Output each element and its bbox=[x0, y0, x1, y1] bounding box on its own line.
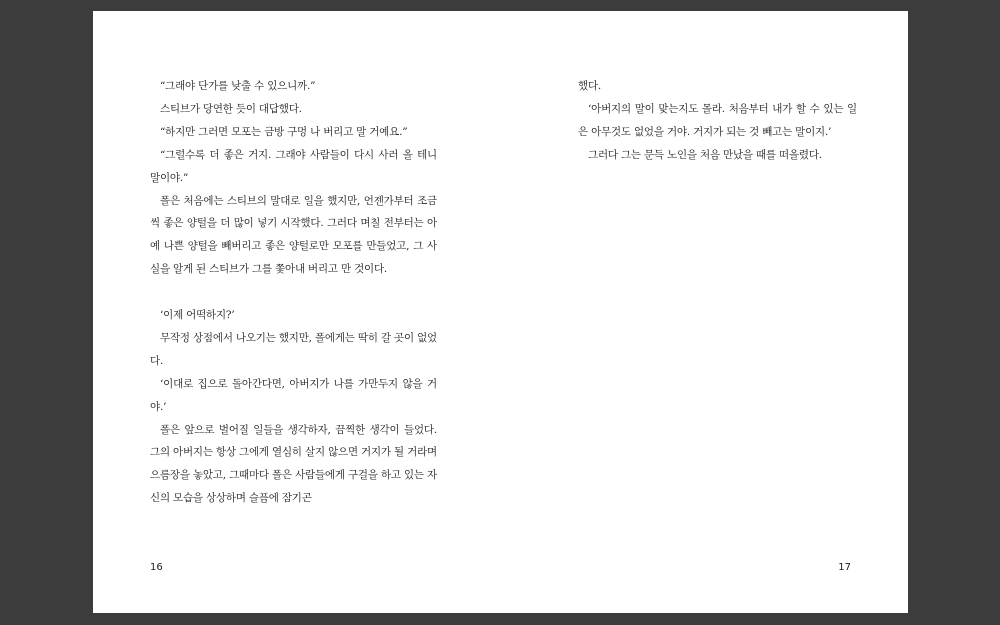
paragraph: ‘이대로 집으로 돌아간다면, 아버지가 나를 가만두지 않을 거야.’ bbox=[150, 377, 437, 413]
paragraph: 그러다 그는 문득 노인을 처음 만났을 때를 떠올렸다. bbox=[588, 148, 822, 161]
page-number-left: 16 bbox=[150, 562, 163, 573]
paragraph: 폴은 앞으로 벌어질 일들을 생각하자, 끔찍한 생각이 들었다. 그의 아버지는 항상 그에게 열심히 살지 않으면 거지가 될 거라며 으름장을 놓았고, 그때마다 폴은 사람들에게 구걸을 하고 있는 자신의 모습을 상상하며 슬픔에 잠기곤 bbox=[150, 423, 437, 505]
section-break bbox=[150, 281, 437, 304]
book-spread bbox=[93, 11, 908, 613]
paragraph: “그럴수록 더 좋은 거지. 그래야 사람들이 다시 사러 올 테니 말이야.” bbox=[150, 148, 437, 184]
left-page-text bbox=[150, 75, 437, 510]
paragraph: “그래야 단가를 낮출 수 있으니까.” bbox=[160, 80, 316, 92]
right-page-text bbox=[578, 75, 857, 167]
paragraph: 스티브가 당연한 듯이 대답했다. bbox=[160, 102, 302, 115]
paragraph: ‘아버지의 말이 맞는지도 몰라. 처음부터 내가 할 수 있는 일은 아무것도 없었을 거야. 거지가 되는 것 빼고는 말이지.’ bbox=[578, 102, 857, 138]
paragraph: “하지만 그러면 모포는 금방 구멍 나 버리고 말 거예요.” bbox=[160, 125, 408, 138]
right-page bbox=[500, 11, 908, 613]
paragraph-continuation: 했다. bbox=[578, 80, 602, 92]
left-page bbox=[93, 11, 500, 613]
paragraph: 무작정 상점에서 나오기는 했지만, 폴에게는 딱히 갈 곳이 없었다. bbox=[150, 331, 437, 367]
page-number-right: 17 bbox=[838, 562, 851, 573]
paragraph: 폴은 처음에는 스티브의 말대로 일을 했지만, 언젠가부터 조금씩 좋은 양털을 더 많이 넣기 시작했다. 그러다 며칠 전부터는 아예 나쁜 양털을 빼버리고 좋은 양털로만 모포를 만들었고, 그 사실을 알게 된 스티브가 그를 쫓아내 버리고 만 것이다. bbox=[150, 194, 437, 276]
paragraph: ‘이제 어떡하지?’ bbox=[160, 309, 235, 322]
